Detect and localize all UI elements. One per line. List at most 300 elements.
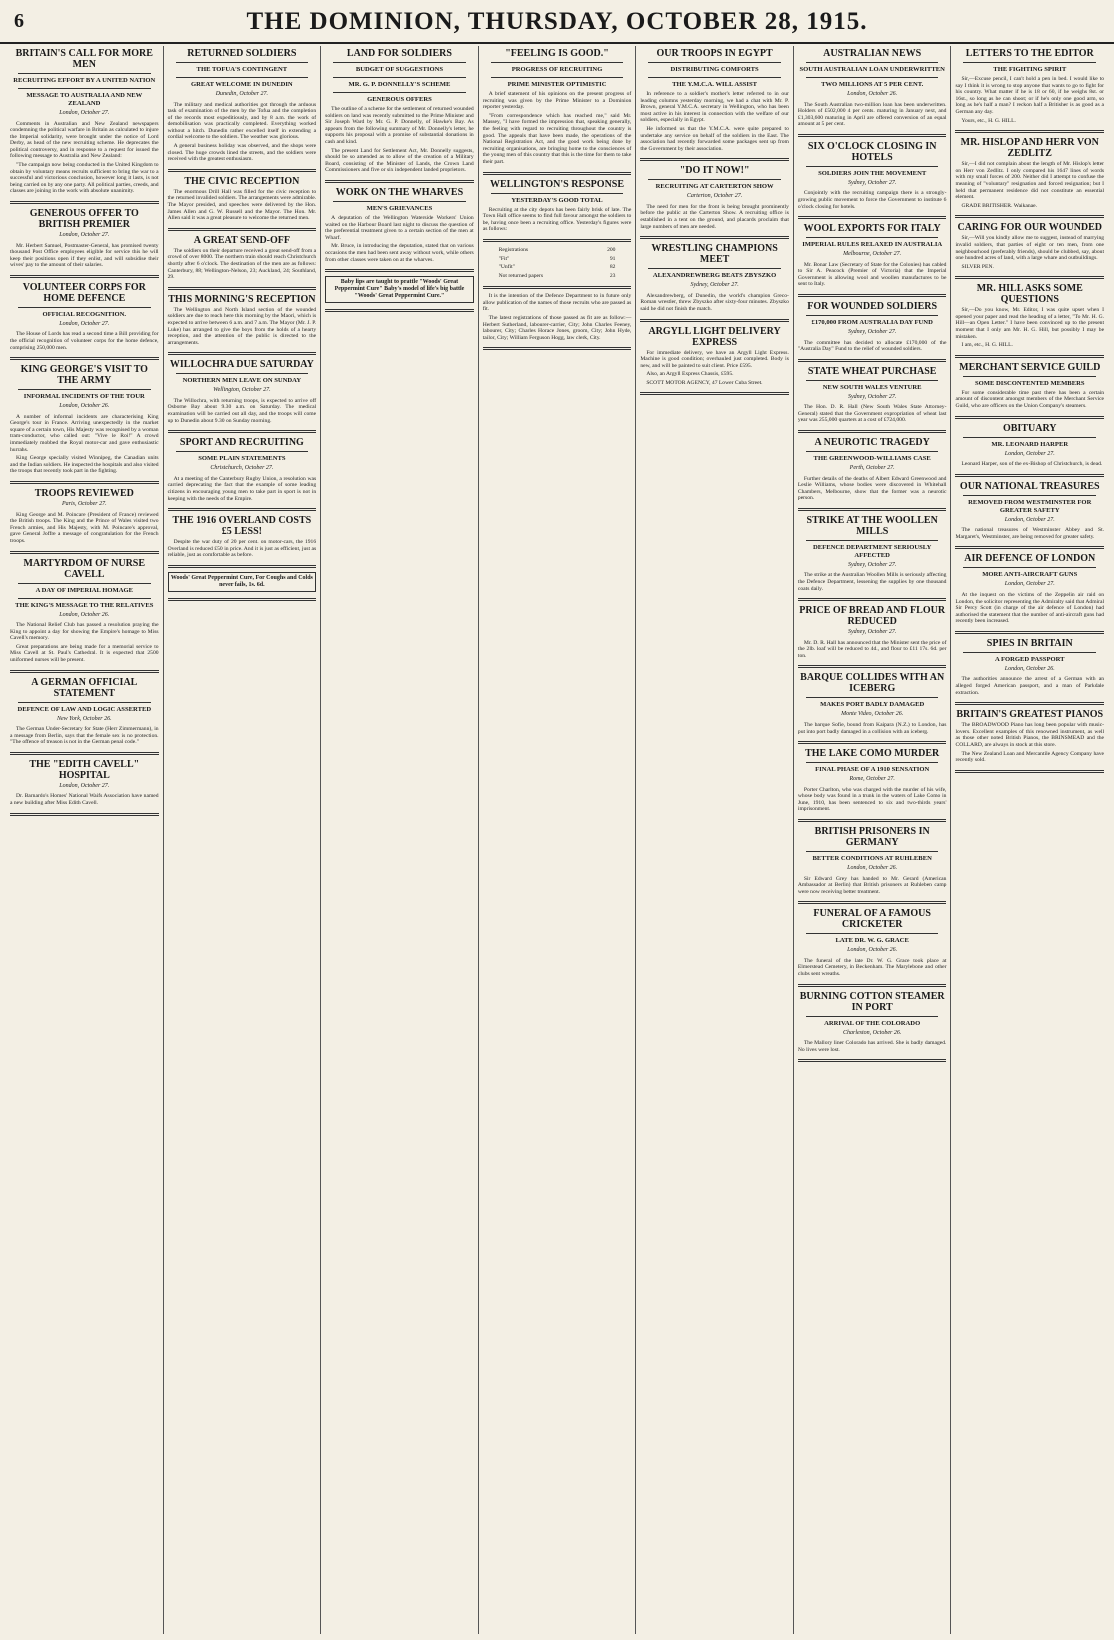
table-row (498, 263, 617, 272)
article-paragraph: Mr. Herbert Samuel, Postmaster-General, has promised twenty thousand Post Office employees eligible for service this he will keep their positions open if they enlist, and will subsidise their wives' pay to the amount of their salaries. (10, 242, 159, 269)
column-1 (6, 46, 164, 1634)
divider-rule (491, 77, 624, 78)
article-headline: LETTERS TO THE EDITOR (965, 48, 1094, 59)
article-headline: MR. HILL ASKS SOME QUESTIONS (976, 283, 1083, 306)
divider-rule (963, 437, 1096, 438)
article-paragraph: The latest registrations of those passed as fit are as follow:— Herbert Sutherland, labourer-carrier, City; John Charles Feeney, labourer, City; Charles Horace Jones, groom, City; John Hyde, tailor, City; William Ferguson Hogg, law clerk, City. (482, 315, 632, 341)
divider-rule (18, 73, 151, 74)
article-separator (168, 228, 317, 231)
article-dateline: London, October 27. (1004, 516, 1055, 523)
article (798, 908, 947, 977)
article-dateline: Sydney, October 27. (848, 561, 897, 568)
article-headline: SPIES IN BRITAIN (986, 637, 1073, 649)
article-subheading: RECRUITING EFFORT BY A UNITED NATION (13, 77, 156, 84)
article-headline: THE LAKE COMO MURDER (805, 748, 940, 760)
article-headline: A NEUROTIC TRAGEDY (814, 437, 930, 448)
divider-rule (18, 598, 151, 599)
divider-rule (806, 62, 939, 63)
article (640, 165, 789, 230)
article (955, 222, 1104, 270)
article-separator (640, 392, 789, 395)
table-row (498, 272, 617, 281)
divider-rule (333, 201, 466, 202)
article-separator (483, 239, 632, 242)
article-subheading: TWO MILLIONS AT 5 PER CENT. (821, 81, 924, 88)
article (798, 48, 947, 128)
newspaper-title: THE DOMINION, THURSDAY, OCTOBER 28, 1915. (246, 8, 868, 35)
article-dateline: London, October 27. (1004, 450, 1055, 457)
article-paragraph: The funeral of the late Dr. W. G. Grace took place at Elmerstead Cemetery, in Beckenham. The Marylebone and other clubs sent wreaths. (797, 957, 947, 977)
divider-rule (18, 583, 151, 584)
article-headline: THIS MORNING'S RECEPTION (168, 293, 316, 305)
article (798, 366, 947, 424)
article-dateline: Charleston, October 26. (843, 1029, 902, 1036)
article-headline: MERCHANT SERVICE GUILD (959, 361, 1101, 373)
article (168, 235, 317, 281)
article-separator (10, 275, 159, 278)
column-4 (479, 46, 637, 1634)
article-separator (168, 430, 317, 433)
article-paragraph: "The campaign now being conducted in the United Kingdom to obtain by voluntary means recruits sufficient to bring the war to a successful and victorious conclusion, however long it lasts, is not being carried on by any one party. All political parties, creeds, and classes are joining in the work with absolute unanimity. (10, 162, 159, 195)
article-paragraph: The BROADWOOD Piano has long been popular with music-lovers. Excellent examples of this renowned instrument, as well as those other noted British Pianos, the BRINSMEAD and the COLLARD, are always in stock at this store. (955, 722, 1105, 748)
article-headline: "FEELING IS GOOD." (505, 48, 609, 59)
article-separator (168, 598, 317, 601)
article (798, 223, 947, 288)
article (955, 362, 1104, 410)
article-subheading: MESSAGE TO AUSTRALIA AND NEW ZEALAND (26, 92, 143, 107)
article-headline: TROOPS REVIEWED (34, 488, 134, 500)
advertisement: Woods' Great Peppermint Cure, For Coughs and Colds never fails, 1s. 6d. (168, 572, 317, 592)
article (955, 481, 1104, 541)
article-separator (168, 352, 317, 355)
article-paragraph: GRADE BRITISHER. Waikanae. (961, 202, 1038, 209)
article-headline: BRITISH PRISONERS IN GERMANY (814, 826, 930, 848)
article-dateline: Rome, October 27. (849, 776, 895, 783)
article-headline: WRESTLING CHAMPIONS MEET (651, 243, 778, 266)
article-paragraph: A deputation of the Wellington Waterside Workers' Union waited on the Harbour Board last night to discuss the question of the preferential treatment given to a certain section of the men at Wharf. (325, 214, 474, 241)
table-cell: 200 (607, 246, 616, 253)
article-dateline: Sydney, October 27. (848, 179, 897, 186)
article-paragraph: Alexandrewberg, of Dunedin, the world's champion Greco-Roman wrestler, threw Zbyszko after sixty-four minutes. Zbyszko said he did not finish the match. (640, 292, 789, 312)
article-dateline: London, October 26. (847, 91, 898, 97)
article-separator (168, 565, 317, 568)
article-paragraph: A general business holiday was observed, and the shops were closed. The huge crowds lined the streets, and the soldiers were received with the greatest enthusiasm. (167, 143, 317, 163)
article-headline: AIR DEFENCE OF LONDON (964, 553, 1096, 565)
article-paragraph: The outline of a scheme for the settlement of returned wounded soldiers on land was recently submitted to the Prime Minister and Sir Joseph Ward by Mr. G. P. Donnelly, of Hawke's Bay. As appears from the following summary of Mr. Donnelly's letter, he supports his proposal with a promise of substantial donations in cash and kind. (325, 106, 474, 145)
article-subheading: OFFICIAL RECOGNITION. (42, 310, 127, 318)
article-paragraph: Sir,—I did not complain about the length of Mr. Hislop's letter on Herr von Zedlitz. I only compared his 1647 lines of words with my small forces of 200. Neither did I attempt to confuse the meaning of "voluntary" resignation and forced resignation; but I held that permanent residence did not constitute an essential element. (955, 161, 1105, 201)
article-paragraph: Also, an Argyll Express Chassis, £595. (646, 371, 734, 378)
article-headline: WOOL EXPORTS FOR ITALY (803, 223, 941, 235)
article-subheading: SOUTH AUSTRALIAN LOAN UNDERWRITTEN (799, 66, 945, 73)
article-separator (955, 276, 1104, 279)
article (10, 48, 159, 195)
table-cell: Not returned papers (498, 272, 544, 279)
article (10, 488, 159, 544)
article-headline: MR. HISLOP AND HERR VON ZEDLITZ (960, 137, 1099, 160)
article-paragraph: The German Under-Secretary for State (Herr Zimmermann), in a message from Berlin, says that the female sex is no protection. "The offence of treason is not in the German penal code." (10, 726, 159, 746)
article-separator (955, 631, 1104, 634)
article-subheading: REMOVED FROM WESTMINSTER FOR GREATER SAFETY (968, 498, 1092, 514)
article (955, 137, 1104, 209)
article-paragraph: At the inquest on the victims of the Zeppelin air raid on London, the solicitor representing the Admiralty said that Admiral Sir Percy Scott (in charge of the air defence of London) had authorised the statement that the number of anti-aircraft guns had recently been increased. (955, 591, 1105, 625)
article-paragraph: For immediate delivery, we have an Argyll Light Express. Machine is good condition; overhauled just completed. Body is new, and will be painted to suit client. Price £595. (640, 349, 789, 369)
article (798, 301, 947, 353)
article-paragraph: SILVER PEN. (961, 263, 994, 270)
article-paragraph: Sir,—Excuse pencil, I can't hold a pen in bed. I would like to say I think it is wrong to stop anyone that wants to go to fight for his country. What matter if he is 18 or 60, if he weighs 8st. or 16st., so long as he can shoot; or if he's only one good arm, so long as he's half a man? I reckon half a Britisher is as good as a German any day. (955, 76, 1105, 115)
article-separator (10, 357, 159, 360)
divider-rule (18, 307, 151, 308)
article-paragraph: "From correspondence which has reached me," said Mr. Massey, "I have formed the impression that, speaking generally, the feeling with regard to recruiting throughout the country is good. The appeals that have been made, the operations of the National Registration Act, and the good work being done by recruiting organisations, are bringing home to the consciences of the young men of this country that this is the time for them to take their part. (482, 112, 632, 165)
article-subheading: THE KING'S MESSAGE TO THE RELATIVES (15, 601, 154, 609)
article-subheading: MORE ANTI-AIRCRAFT GUNS (982, 571, 1078, 579)
article (798, 437, 947, 502)
article (640, 243, 789, 312)
article (798, 748, 947, 813)
article (325, 187, 474, 263)
article-paragraph: Dr. Barnardo's Homes' National Waifs Association have named a new building after Miss Edith Cavell. (10, 793, 159, 806)
divider-rule (648, 268, 781, 269)
article-paragraph: The need for men for the front is being brought prominently before the public at the Carterton Show. A recruiting office is established in a tent on the ground, and placards proclaim that large numbers of men are needed. (640, 203, 789, 230)
divider-rule (963, 62, 1096, 63)
article-headline: FOR WOUNDED SOLDIERS (807, 301, 938, 313)
article (10, 558, 159, 664)
article-paragraph: A brief statement of his opinions on the present progress of recruiting was given by the Prime Minister to a Dominion reporter yesterday. (482, 91, 632, 111)
article-separator (798, 984, 947, 987)
article-separator (483, 347, 632, 350)
table-cell: "Unfit" (498, 264, 515, 271)
article-headline: MARTYRDOM OF NURSE CAVELL (23, 557, 146, 580)
article-separator (798, 359, 947, 362)
article-subheading: NORTHERN MEN LEAVE ON SUNDAY (182, 377, 302, 385)
article-dateline: New York, October 26. (56, 715, 112, 722)
divider-rule (333, 77, 466, 78)
article-separator (10, 551, 159, 554)
divider-rule (806, 851, 939, 852)
article (10, 364, 159, 475)
article-separator (325, 309, 474, 312)
table-cell: 91 (609, 255, 616, 262)
article-paragraph: Sir,—Will you kindly allow me to suggest, instead of marrying invalid soldiers, that parties of eight or ten men, from one neighbourhood (preferably friends), should be clubbed, say, about one hundred acres of land, with a large whare and outbuildings. (955, 235, 1105, 262)
article-headline: CARING FOR OUR WOUNDED (957, 222, 1103, 234)
advertisement: Baby lips are taught to prattle "Woods' Great Peppermint Cure" Baby's model of life's big battle "Woods' Great Peppermint Cure." (325, 276, 474, 303)
article (640, 326, 789, 387)
article-separator (798, 741, 947, 744)
divider-rule (176, 77, 309, 78)
divider-rule (176, 62, 309, 63)
article-paragraph: The present Land for Settlement Act, Mr. Donnelly suggests, should be so amended as to allow of the creation of a Military Board, consisting of the Minister of Lands, the Crown Land Commissioners and five or six independent landed proprietors. (325, 147, 474, 174)
article-dateline: London, October 27. (1004, 581, 1055, 588)
article (325, 48, 474, 174)
divider-rule (18, 88, 151, 89)
page-number: 6 (14, 10, 24, 32)
article-headline: PRICE OF BREAD AND FLOUR REDUCED (799, 605, 946, 628)
table-cell: 23 (609, 272, 616, 279)
article-separator (168, 508, 317, 511)
article-separator (798, 508, 947, 511)
article-paragraph: SCOTT MOTOR AGENCY, 47 Lower Cuba Street. (646, 379, 763, 386)
article-headline: WORK ON THE WHARVES (335, 186, 464, 198)
article-subheading: £170,000 FROM AUSTRALIA DAY FUND (811, 319, 933, 327)
article-subheading: INFORMAL INCIDENTS OF THE TOUR (23, 393, 145, 401)
article-subheading: DISTRIBUTING COMFORTS (670, 66, 759, 73)
article (798, 141, 947, 210)
divider-rule (806, 762, 939, 763)
article-headline: THE "EDITH CAVELL" HOSPITAL (29, 758, 140, 781)
article-separator (798, 430, 947, 433)
article-paragraph: The Wellington and North Island section of the wounded soldiers are due to reach here this morning by the Maori, which is expected to arrive between 6 a.m. and 7 a.m. The Mayor (Mr. J. P. Luke) has arranged to give the boys from the holds of a hearty reception, and the attention of the public is directed to the arrangements. (167, 306, 317, 346)
article-headline: SPORT AND RECRUITING (179, 437, 304, 449)
article-subheading: IMPERIAL RULES RELAXED IN AUSTRALIA (802, 241, 943, 249)
article-dateline: Christchurch, October 27. (210, 465, 274, 472)
article-subheading: MR. G. P. DONNELLY'S SCHEME (348, 81, 451, 88)
article-paragraph: Mr. Bruce, in introducing the deputation, stated that on various occasions the men had been sent away without work, while others from other classes were taken on at the wharves. (325, 243, 474, 263)
article-headline: THE 1916 OVERLAND COSTS £5 LESS! (172, 515, 312, 538)
article-subheading: BETTER CONDITIONS AT RUHLEBEN (812, 855, 932, 862)
article-dateline: Dunedin, October 27. (215, 91, 269, 97)
article-headline: KING GEORGE'S VISIT TO THE ARMY (20, 364, 148, 387)
article-subheading: ARRIVAL OF THE COLORADO (824, 1019, 921, 1027)
article-headline: BARQUE COLLIDES WITH AN ICEBERG (800, 672, 945, 695)
article-subheading: SOLDIERS JOIN THE MOVEMENT (818, 169, 927, 177)
article-separator (798, 901, 947, 904)
article-separator (955, 474, 1104, 477)
article-headline: GENEROUS OFFER TO BRITISH PREMIER (29, 208, 139, 231)
article (168, 48, 317, 163)
article-separator (798, 294, 947, 297)
article-subheading: THE TOFUA'S CONTINGENT (196, 66, 288, 73)
article-headline: RETURNED SOLDIERS (187, 48, 297, 59)
article (955, 709, 1104, 764)
article-separator (10, 670, 159, 673)
article-paragraph: Leonard Harper, son of the ex-Bishop of Christchurch, is dead. (961, 461, 1103, 468)
divider-rule (963, 567, 1096, 568)
divider-rule (333, 62, 466, 63)
article-separator (798, 134, 947, 137)
article-separator (10, 752, 159, 755)
article (168, 437, 317, 502)
article-dateline: Melbourne, October 27. (843, 251, 902, 258)
article-subheading: THE GREENWOOD-WILLIAMS CASE (813, 455, 931, 462)
divider-rule (176, 451, 309, 452)
article (483, 179, 632, 233)
article-paragraph: The authorities announce the arrest of a German with an alleged forged American passport, and a man of Parkdale extraction. (955, 676, 1105, 696)
divider-rule (806, 77, 939, 78)
table-row (498, 255, 617, 264)
article-separator (955, 770, 1104, 773)
article-dateline: London, October 26. (847, 865, 898, 871)
article-paragraph: The soldiers on their departure received a great send-off from a crowd of over 8000. The northern train should reach Christchurch shortly after 6 o'clock. The destination of the men are as follows: Canterbury, 88; Wellington-Nelson, 23; Auckland, 24; Southland, 29. (167, 247, 317, 281)
article-paragraph: The strike at the Australian Woollen Mills is seriously affecting the Defence Department, lessening the supplies by one thousand coats daily. (797, 572, 947, 592)
divider-rule (491, 62, 624, 63)
article-separator (640, 158, 789, 161)
article-paragraph: For some considerable time past there has been a certain amount of discontent amongst members of the Merchant Service Guild, who are officers on the Union Company's steamers. (955, 389, 1105, 410)
article-paragraph: King George and M. Poincare (President of France) reviewed the British troops. The King and the Prince of Wales visited two French armies, and His Majesty, with M. Poincare's approval, gave General Joffre a message of congratulation for the French troops. (10, 511, 159, 544)
article-paragraph: The Hon. D. R. Hall (New South Wales State Attorney-General) stated that the Government expropriation of wheat last year was 255,000 quarters at a cost of £724,000. (797, 404, 947, 424)
article-subheading: SOME DISCONTENTED MEMBERS (974, 379, 1085, 387)
article-headline: ARGYLL LIGHT DELIVERY EXPRESS (648, 325, 781, 348)
divider-rule (806, 697, 939, 698)
article-dateline: Sydney, October 27. (848, 329, 897, 336)
article-separator (10, 813, 159, 816)
article-separator (955, 546, 1104, 549)
recruiting-table (498, 246, 617, 280)
article (10, 282, 159, 351)
divider-rule (176, 373, 309, 374)
article-subheading: FINAL PHASE OF A 1910 SENSATION (815, 766, 930, 774)
article (168, 176, 317, 222)
article-headline: BURNING COTTON STEAMER IN PORT (799, 990, 945, 1013)
article-dateline: London, October 27. (59, 110, 110, 116)
article-subheading: BUDGET OF SUGGESTIONS (355, 66, 444, 73)
article-paragraph: Further details of the deaths of Albert Edward Greenwood and Leslie Williams, whose bodies were discovered in Whitehall Chambers, Melbourne, show that the former was a neurotic person. (797, 475, 947, 502)
article-headline: BRITAIN'S GREATEST PIANOS (956, 709, 1104, 721)
article-paragraph: Recruiting at the city depots has been fairly brisk of late. The Town Hall office seems to find full favour amongst the soldiers to be, having once been a recruiting office. Yesterday's figures were as follows: (482, 206, 632, 233)
article-subheading: ALEXANDREWBERG BEATS ZBYSZKO (652, 272, 777, 280)
article-subheading: DEFENCE DEPARTMENT SERIOUSLY AFFECTED (813, 543, 932, 559)
article (10, 677, 159, 746)
article-subheading: PROGRESS OF RECRUITING (511, 66, 603, 73)
column-7 (951, 46, 1108, 1634)
table-cell: 82 (609, 264, 616, 271)
article (483, 246, 632, 280)
article (640, 48, 789, 152)
article-separator (10, 481, 159, 484)
article-dateline: Perth, October 27. (849, 465, 895, 471)
article (168, 572, 317, 592)
divider-rule (648, 179, 781, 180)
article-dateline: Paris, October 27. (61, 501, 107, 508)
article-separator (798, 1059, 947, 1062)
article-headline: OBITUARY (1002, 422, 1057, 434)
article-separator (955, 215, 1104, 218)
table-cell: "Fit" (498, 255, 510, 262)
article-headline: STRIKE AT THE WOOLLEN MILLS (806, 514, 938, 537)
article-separator (955, 355, 1104, 358)
article-dateline: London, October 26. (59, 611, 110, 618)
article-dateline: Sydney, October 27. (848, 393, 897, 400)
divider-rule (963, 652, 1096, 653)
divider-rule (806, 540, 939, 541)
article-separator (168, 169, 317, 172)
column-5 (636, 46, 794, 1634)
article (955, 283, 1104, 349)
article-paragraph: The New Zealand Loan and Mercantile Agency Company have recently sold. (955, 750, 1105, 764)
article-paragraph: I am, etc., H. G. HILL. (961, 342, 1013, 349)
article-separator (955, 702, 1104, 705)
article-paragraph: King George specially visited Winnipeg, the Canadian units and the Indian soldiers. He inspected the hospitals and also visited the troops that recently took part in the fighting. (10, 455, 159, 475)
article-paragraph: The House of Lords has read a second time a Bill providing for the official recognition of volunteer corps for the home defence, comprising 250,000 men. (10, 331, 159, 351)
divider-rule (806, 237, 939, 238)
article-dateline: London, October 27. (59, 782, 110, 789)
article-paragraph: Comments in Australian and New Zealand newspapers condemning the political warfare in Britain as calculated to injure the Imperial solidarity, were brought under the notice of Lord Derby, as head of the new recruiting scheme. He deprecates the political controversy, and in response to a request for issued the following message to Australia and New Zealand: (10, 120, 159, 160)
article-paragraph: The Mallory liner Colorado has arrived. She is badly damaged. No lives were lost. (797, 1040, 947, 1053)
divider-rule (806, 933, 939, 934)
article-paragraph: In reference to a soldier's mother's letter referred to in our leading columns yesterday morning, we had a chat with Mr. P. Brown, general Y.M.C.A. secretary in Wellington, who has been most active in his interest in connection with the welfare of our soldiers, especially in Egypt. (640, 91, 789, 124)
article-separator (483, 286, 632, 289)
column-2 (164, 46, 322, 1634)
article-separator (640, 319, 789, 322)
article-paragraph: The South Australian two-million loan has been underwritten. Holders of £502,000 4 per cents. maturing in January next, and £1,303,600 maturing in April are offered conversion of an equal amount at 5 per cent. (797, 101, 947, 128)
article (798, 991, 947, 1054)
article-headline: A GERMAN OFFICIAL STATEMENT (31, 676, 138, 699)
article-separator (798, 216, 947, 219)
article-subheading: GENEROUS OFFERS (367, 96, 432, 103)
article-headline: AUSTRALIAN NEWS (823, 48, 922, 59)
article-separator (955, 130, 1104, 133)
article-dateline: London, October 26. (59, 403, 110, 410)
article-headline: STATE WHEAT PURCHASE (807, 365, 937, 377)
article (798, 672, 947, 735)
article-paragraph: A number of informal incidents are characterising King George's tour in France. Arriving unexpectedly in the market square of a certain town, His Majesty was recognised by a woman tram-conductor, who called out: "Vive le Roi!" A crowd immediately mobbed the Royal motor-car and gave enthusiastic hurrahs. (10, 413, 159, 453)
article-headline: FUNERAL OF A FAMOUS CRICKETER (813, 908, 931, 931)
article-subheading: MAKES PORT BADLY DAMAGED (820, 701, 925, 709)
article-subheading: NEW SOUTH WALES VENTURE (822, 383, 922, 391)
article (955, 638, 1104, 696)
article-dateline: London, October 27. (59, 232, 110, 239)
article (955, 553, 1104, 624)
article-subheading: DEFENCE OF LAW AND LOGIC ASSERTED (17, 705, 152, 713)
article-separator (10, 201, 159, 204)
article-paragraph: Mr. D. R. Hall has announced that the Minister sent the price of the 2lb. loaf will be reduced to 4d., and flour to £11 17s. 6d. per ton. (797, 639, 947, 659)
article-paragraph: The barque Sofie, bound from Kaipara (N.Z.) to London, has put into port badly damaged in a collision with an iceberg. (797, 721, 947, 735)
article (325, 276, 474, 303)
article-separator (168, 287, 317, 290)
article-headline: BRITAIN'S CALL FOR MORE MEN (15, 48, 153, 70)
article-headline: "DO IT NOW!" (679, 165, 750, 177)
article-separator (325, 180, 474, 183)
article-paragraph: The national treasures of Westminster Abbey and St. Margaret's, Westminster, are being removed for greater safety. (955, 527, 1105, 540)
table-cell: Registrations (498, 246, 529, 253)
article-headline: THE CIVIC RECEPTION (184, 175, 300, 187)
article-dateline: Monte Video, October 26. (841, 711, 904, 718)
article-separator (798, 819, 947, 822)
article-paragraph: Sir Edward Grey has handed to Mr. Gerard (American Ambassador at Berlin) that British prisoners at Ruhleben camp were now receiving better treatment. (797, 875, 947, 895)
article-subheading: YESTERDAY'S GOOD TOTAL (511, 196, 603, 204)
divider-rule (806, 380, 939, 381)
divider-rule (806, 315, 939, 316)
divider-rule (333, 92, 466, 93)
article-separator (325, 269, 474, 272)
article (168, 515, 317, 559)
article-paragraph: The committee has decided to allocate £170,000 of the "Australia Day" Fund to the relief of wounded soldiers. (797, 339, 947, 353)
divider-rule (648, 77, 781, 78)
article-headline: A GREAT SEND-OFF (193, 234, 291, 246)
article-headline: WELLINGTON'S RESPONSE (490, 178, 625, 190)
article-headline: SIX O'CLOCK CLOSING IN HOTELS (807, 140, 937, 163)
article-headline: WILLOCHRA DUE SATURDAY (169, 359, 314, 371)
article-separator (483, 172, 632, 175)
article-paragraph: Mr. Bonar Law (Secretary of State for the Colonies) has cabled to Sir A. Peacock (Premier of Victoria) that the Imperial Government is allowing wool and woollen manufactures to be sent to Italy. (797, 261, 947, 288)
divider-rule (18, 389, 151, 390)
article (798, 515, 947, 592)
article (168, 359, 317, 424)
article (798, 605, 947, 659)
divider-rule (963, 376, 1096, 377)
article-paragraph: Despite the war duty of 20 per cent. on motor-cars, the 1916 Overland is reduced £50 in price. And it is just as efficient, just as reliable, just as comfortable as before. (167, 539, 317, 559)
article-subheading: A FORGED PASSPORT (994, 655, 1065, 663)
article-paragraph: The National Relief Club has passed a resolution praying the King to appoint a day for showing the Empire's homage to Miss Cavell's memory. (10, 622, 159, 642)
article (955, 48, 1104, 124)
divider-rule (491, 193, 624, 194)
article (483, 293, 632, 341)
article (955, 423, 1104, 468)
masthead (0, 0, 1114, 44)
article-subheading: SOME PLAIN STATEMENTS (198, 455, 286, 463)
article (798, 826, 947, 895)
article-dateline: London, October 26. (847, 947, 898, 954)
article-subheading: GREAT WELCOME IN DUNEDIN (191, 81, 293, 88)
